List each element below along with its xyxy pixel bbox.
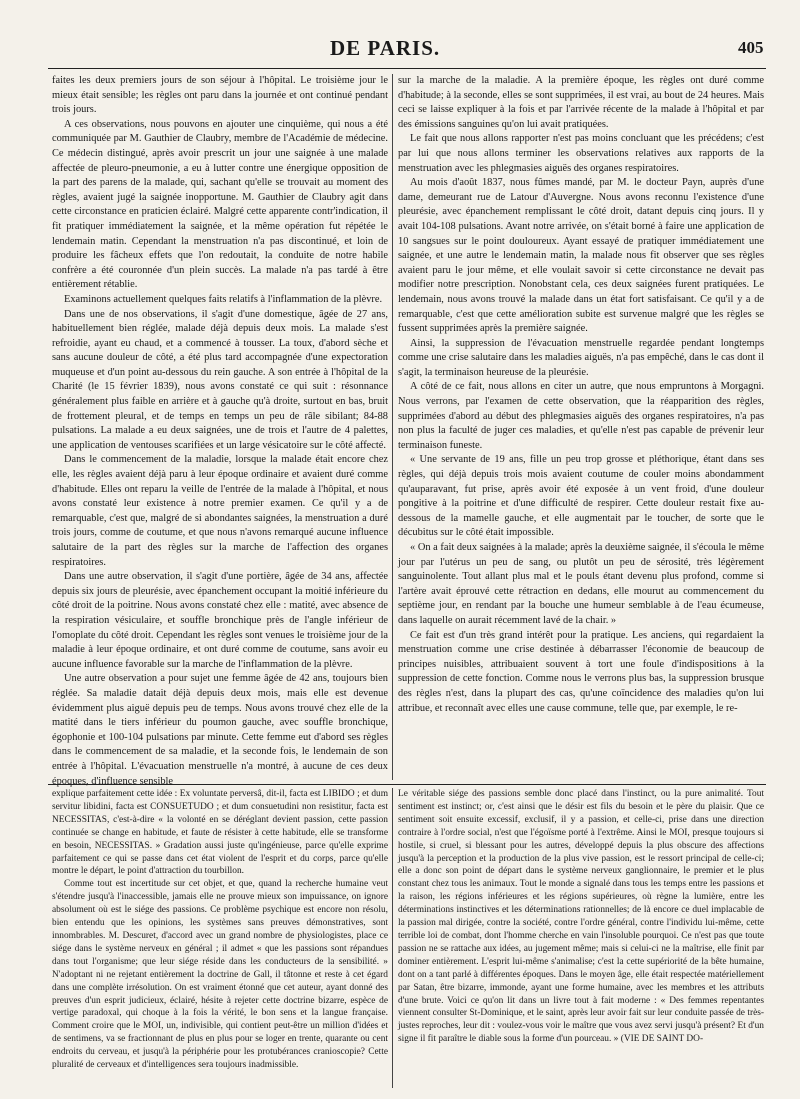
column-top-right (398, 74, 764, 780)
page-header (0, 28, 800, 68)
paragraph: Au mois d'août 1837, nous fûmes mandé, par M. le docteur Payn, auprès d'une dame, demeurant rue de Latour d'Auvergne. Nous avons reconnu l'existence d'une pleurésie, avec épanchement remplissant le côté droit, datant depuis cinq jours. Il y avait 104-108 pulsations. Avant notre arrivée, on s'était borné à faire une application de 10 sangsues sur le point douloureux. Ayant essayé de pratiquer immédiatement une saignée, et une autre le lendemain matin, la malade nous fit observer que ses règles avaient paru le jour même, et elle voulait savoir si cette circonstance ne devait pas modifier notre prescription. Nonobstant cela, ces deux saignées furent pratiquées. Le lendemain, nous avons trouvé la malade dans un état fort satisfaisant. Ce qu'il y a de remarquable, c'est que cette amélioration subite est survenue malgré que les règles se fussent supprimées après la première saignée. (398, 177, 764, 335)
paragraph: Ainsi, la suppression de l'évacuation menstruelle regardée pendant longtemps comme une crise salutaire dans les maladies aiguës, n'a pas empêché, dans le cas dont il s'agit, la terminaison heureuse de la pleurésie. (398, 337, 764, 378)
column-bottom-right (398, 788, 764, 1088)
paragraph: Le véritable siége des passions semble donc placé dans l'instinct, ou la pure animalité. Tout sentiment est instinct; or, c'est ainsi que le désir est fils du besoin et le père du plaisir. Que ce sentiment soit ensuite excessif, exclusif, il y a passion, et celle-ci, prise dans une direction contraire à l'ordre social, n'est que l'égoïsme porté à l'extrême. Ainsi le MOI, presque toujours si hostile, si cruel, si blessant pour les autres, développé depuis la plus obscure des affections jusqu'à la perception et la production de la plus vive passion, est le ressort principal de celle-ci; elle a donc son point de départ dans le système nerveux ganglionnaire, le premier et le plus constant chez tous les animaux. Tout le monde a signalé dans tous les temps entre les passions et la raison, les régions inférieures et les régions supérieures, où règne la lumière, entre les déterminations instinctives et les déterminations rationnelles; de là encore ce duel implacable de la passion mal dirigée, contre la société, contre l'ordre général, contre l'individu lui-même, cette terrible loi de combat, dont l'homme cherche en vain l'insoluble pourquoi. Ce n'est pas que toute passion ne se rattache aux idées, au jugement même; mais si celui-ci ne la maîtrise, elle finit par dominer entièrement. L'esprit lui-même s'animalise; c'est la cette supériorité de la bête humaine, dont on a tant parlé à différentes époques. Dans le moyen âge, elle était respectée matériellement par Satan, être bizarre, immonde, ayant une forme humaine, avec les membres et les attributs d'une brute. Voici ce qu'on lit dans un livre tout à fait moderne : « Des femmes repentantes viennent consulter St-Dominique, et le saint, après leur avoir fait sur leur conduite passée de très-justes reproches, leur dit : voulez-vous voir le maître que vous avez servi jusqu'à présent? Et d'un signe il fit paraître le diable sous la forme d'un pourceau. » (VIE DE SAINT DO- (398, 789, 764, 1045)
paragraph: A ces observations, nous pouvons en ajouter une cinquième, qui nous a été communiquée par M. Gauthier de Claubry, membre de l'Académie de médecine. Ce médecin distingué, après avoir prescrit un jour une saignée à une malade affectée de pleuro-pneumonie, a eu à lutter contre une énergique opposition de la part des parens de la malade, qui, sachant qu'elle se trouvait au moment des règles, avaient jugé la saignée inopportune. M. Gauthier de Claubry agit dans cette circonstance en praticien éclairé. Malgré cette apparente contr'indication, il fit pratiquer immédiatement la saignée, et la même opération fut répétée le lendemain matin. Cependant la menstruation n'a pas discontinué, et loin de produire les fâcheux effets que l'on redoutait, la conduite de notre habile confrère a été couronnée d'un plein succès. La malade n'a pas tardé à être entièrement rétablie. (52, 118, 388, 291)
paragraph: explique parfaitement cette idée : Ex voluntate perversâ, dit-il, facta est LIBIDO ; et dum servitur libidini, facta est CONSUETUDO ; et dum consuetudini non resistitur, facta est NECESSITAS, c'est-à-dire « la volonté en se déréglant devient passion, cette passion continuée se change en habitude, et faute de résister à cette habitude, elle se transforme en besoin, NECESSITAS. » Gradation aussi juste qu'ingénieuse, parce qu'elle exprime parfaitement ce qui se passe dans cet état violent de l'esprit et du corps, parce qu'elle montre le départ, le point d'attraction du tourbillon. (52, 789, 388, 877)
paragraph: Dans une de nos observations, il s'agit d'une domestique, âgée de 27 ans, habituellement bien réglée, malade déjà depuis deux mois. La malade s'est refroidie, ayant eu chaud, et a commencé à tousser. La toux, d'abord sèche et sans aucune douleur de côté, a été plus tard accompagnée d'une expectoration muqueuse et d'un point au-dessous du rein gauche. A son entrée à l'hôpital de la Charité (le 15 février 1839), nous avons constaté ce qui suit : résonnance généralement plus faible en arrière et à gauche qu'à droite, surtout en bas, bruit de frottement pleural, et de temps en temps un peu de râle sibilant; 84-88 pulsations. La malade a eu deux saignées, une de trois et l'autre de 4 palettes, une application de ventouses scarifiées et un large vésicatoire sur le côté affecté. (52, 308, 388, 451)
section-rule (48, 784, 766, 785)
column-divider-top (392, 74, 393, 780)
paragraph: faites les deux premiers jours de son séjour à l'hôpital. Le troisième jour le mieux était sensible; les règles ont paru dans la journée et ont continué pendant trois jours. (52, 75, 388, 116)
paragraph: Ce fait est d'un très grand intérêt pour la pratique. Les anciens, qui regardaient la menstruation comme une crise destinée à débarrasser l'économie de beaucoup de principes nuisibles, attribuaient souvent à tort une foule d'indispositions à la suppression de cette fonction. Comme nous le verrons plus bas, la suppression brusque des règles n'est, dans la plupart des cas, qu'une coïncidence des maladies qu'on lui attribue, et reconnaît avec elles une cause commune, telle que, par exemple, le re- (398, 629, 764, 714)
paragraph: Le fait que nous allons rapporter n'est pas moins concluant que les précédens; c'est par lui que nous allons terminer les observations relatives aux rapports de la menstruation avec les phlegmasies aiguës des organes respiratoires. (398, 133, 764, 174)
paragraph: Dans le commencement de la maladie, lorsque la malade était encore chez elle, les règles avaient déjà paru à leur époque ordinaire et avaient duré comme d'habitude. Elles ont reparu la veille de l'entrée de la malade à l'hôpital, et nous avons constaté leur existence à notre premier examen. Ce qu'il y a de remarquable, c'est que, malgré de si abondantes saignées, la menstruation a duré trois jours, comme de coutume, et que nous n'avons remarqué aucune influence salutaire de la part des règles sur la marche de l'affection des organes respiratoires. (52, 454, 388, 568)
column-bottom-left (52, 788, 388, 1088)
column-top-left (52, 74, 388, 787)
paragraph: « On a fait deux saignées à la malade; après la deuxième saignée, il s'écoula le même jour par l'utérus un peu de sang, ou plutôt un peu de sérosité, très légèrement sanguinolente. Tout allant plus mal et le pouls étant devenu plus profond, comme si l'artère avait éprouvé cette rétraction en dedans, elle mourut au commencement du septième jour, en rendant par la bouche une humeur semblable à de l'eau écumeuse, dans laquelle on aurait récemment lavé de la chair. » (398, 542, 764, 626)
paragraph: Dans une autre observation, il s'agit d'une portière, âgée de 34 ans, affectée depuis six jours de pleurésie, avec épanchement occupant la moitié inférieure du côté droit de la poitrine. Nous avons constaté chez elle : matité, avec absence de la respiration vésiculaire, et souffle bronchique près de l'angle inférieur de l'omoplate du côté droit. Cependant les règles sont venues le troisième jour de la maladie à leur époque ordinaire, et ont duré comme de coutume, sans avoir eu aucune influence favorable sur la marche de l'inflammation de la plèvre. (52, 571, 388, 670)
column-divider-bottom (392, 788, 393, 1088)
paragraph: Une autre observation a pour sujet une femme âgée de 42 ans, toujours bien réglée. Sa maladie datait déjà depuis deux mois, mais elle est devenue évidemment plus aiguë depuis peu de temps. Nous avons trouvé chez elle de la matité dans le tiers inférieur du poumon gauche, avec souffle bronchique, égophonie et 100-104 pulsations par minute. Cette femme eut d'abord ses règles dans le commencement de sa maladie, et la seconde fois, le lendemain de son entrée à l'hôpital. L'évacuation menstruelle n'a montré, à aucune de ces deux époques, d'influence sensible (52, 673, 388, 787)
running-title: DE PARIS. (330, 36, 441, 60)
paragraph: A côté de ce fait, nous allons en citer un autre, que nous empruntons à Morgagni. Nous verrons, par l'examen de cette observation, que la réapparition des règles, supprimées d'abord au début des phlegmasies aiguës des organes respiratoires, n'a pas non plus la faculté de juger ces maladies, et qu'elle n'est pas capable de prévenir leur terminaison funeste. (398, 381, 764, 451)
paragraph: Examinons actuellement quelques faits relatifs à l'inflammation de la plèvre. (64, 293, 383, 305)
paragraph: Comme tout est incertitude sur cet objet, et que, quand la recherche humaine veut s'étendre jusqu'à l'inaccessible, jamais elle ne prouve mieux son impuissance, on ignore absolument où est le siége des passions. Ce problème psychique est encore non résolu, bien entendu que les opinions, les systèmes sans preuves démonstratives, sont innombrables. M. Descuret, d'accord avec un grand nombre de physiologistes, place ce siége dans le système nerveux en général ; il admet « que les passions sont répandues dans tout l'organisme; que leur siége réside dans les conducteurs de la sensibilité. » N'adoptant ni ne rejetant entièrement la doctrine de Gall, il tâtonne et reste à cet égard dans une complète irrésolution. On est vraiment étonné que cet auteur, ayant donné des preuves d'un esprit judicieux, éclairé, hésite à rejeter cette doctrine bizarre, espèce de vertige paradoxal, qui choque à la fois la vérité, le bon sens et la langue française. Comment croire que le MOI, un, indivisible, qui contient peut-être un million d'idées et de sentimens, va se fractionnant de plus en plus pour se loger en trente, quarante ou cent endroits du cerveau, et jusqu'à la périphérie pour les protubérances cranioscopie? Cette pluralité de cerveaux et d'intelligences sera toujours inadmissible. (52, 879, 388, 1071)
paragraph: « Une servante de 19 ans, fille un peu trop grosse et pléthorique, étant dans ses règles, qui déjà depuis trois mois avaient coutume de couler moins abondamment qu'auparavant, fut prise, après avoir été exposée à un vent froid, d'une douleur pongitive à la poitrine et d'une difficulté de respirer. Cette douleur restait fixe au-dessous de la mamelle gauche, et elle augmentait par le toucher, de sorte que le décubitus sur le côté était impossible. (398, 454, 764, 539)
header-rule (48, 68, 766, 69)
page-number: 405 (738, 38, 764, 57)
paragraph: sur la marche de la maladie. A la première époque, les règles ont duré comme d'habitude; à la seconde, elles se sont supprimées, il est vrai, au bout de 24 heures. Mais ceci se laisse expliquer à la fois et par l'arrivée récente de la malade à l'hôpital et par des émissions sanguines qu'on lui avait pratiquées. (398, 75, 764, 130)
